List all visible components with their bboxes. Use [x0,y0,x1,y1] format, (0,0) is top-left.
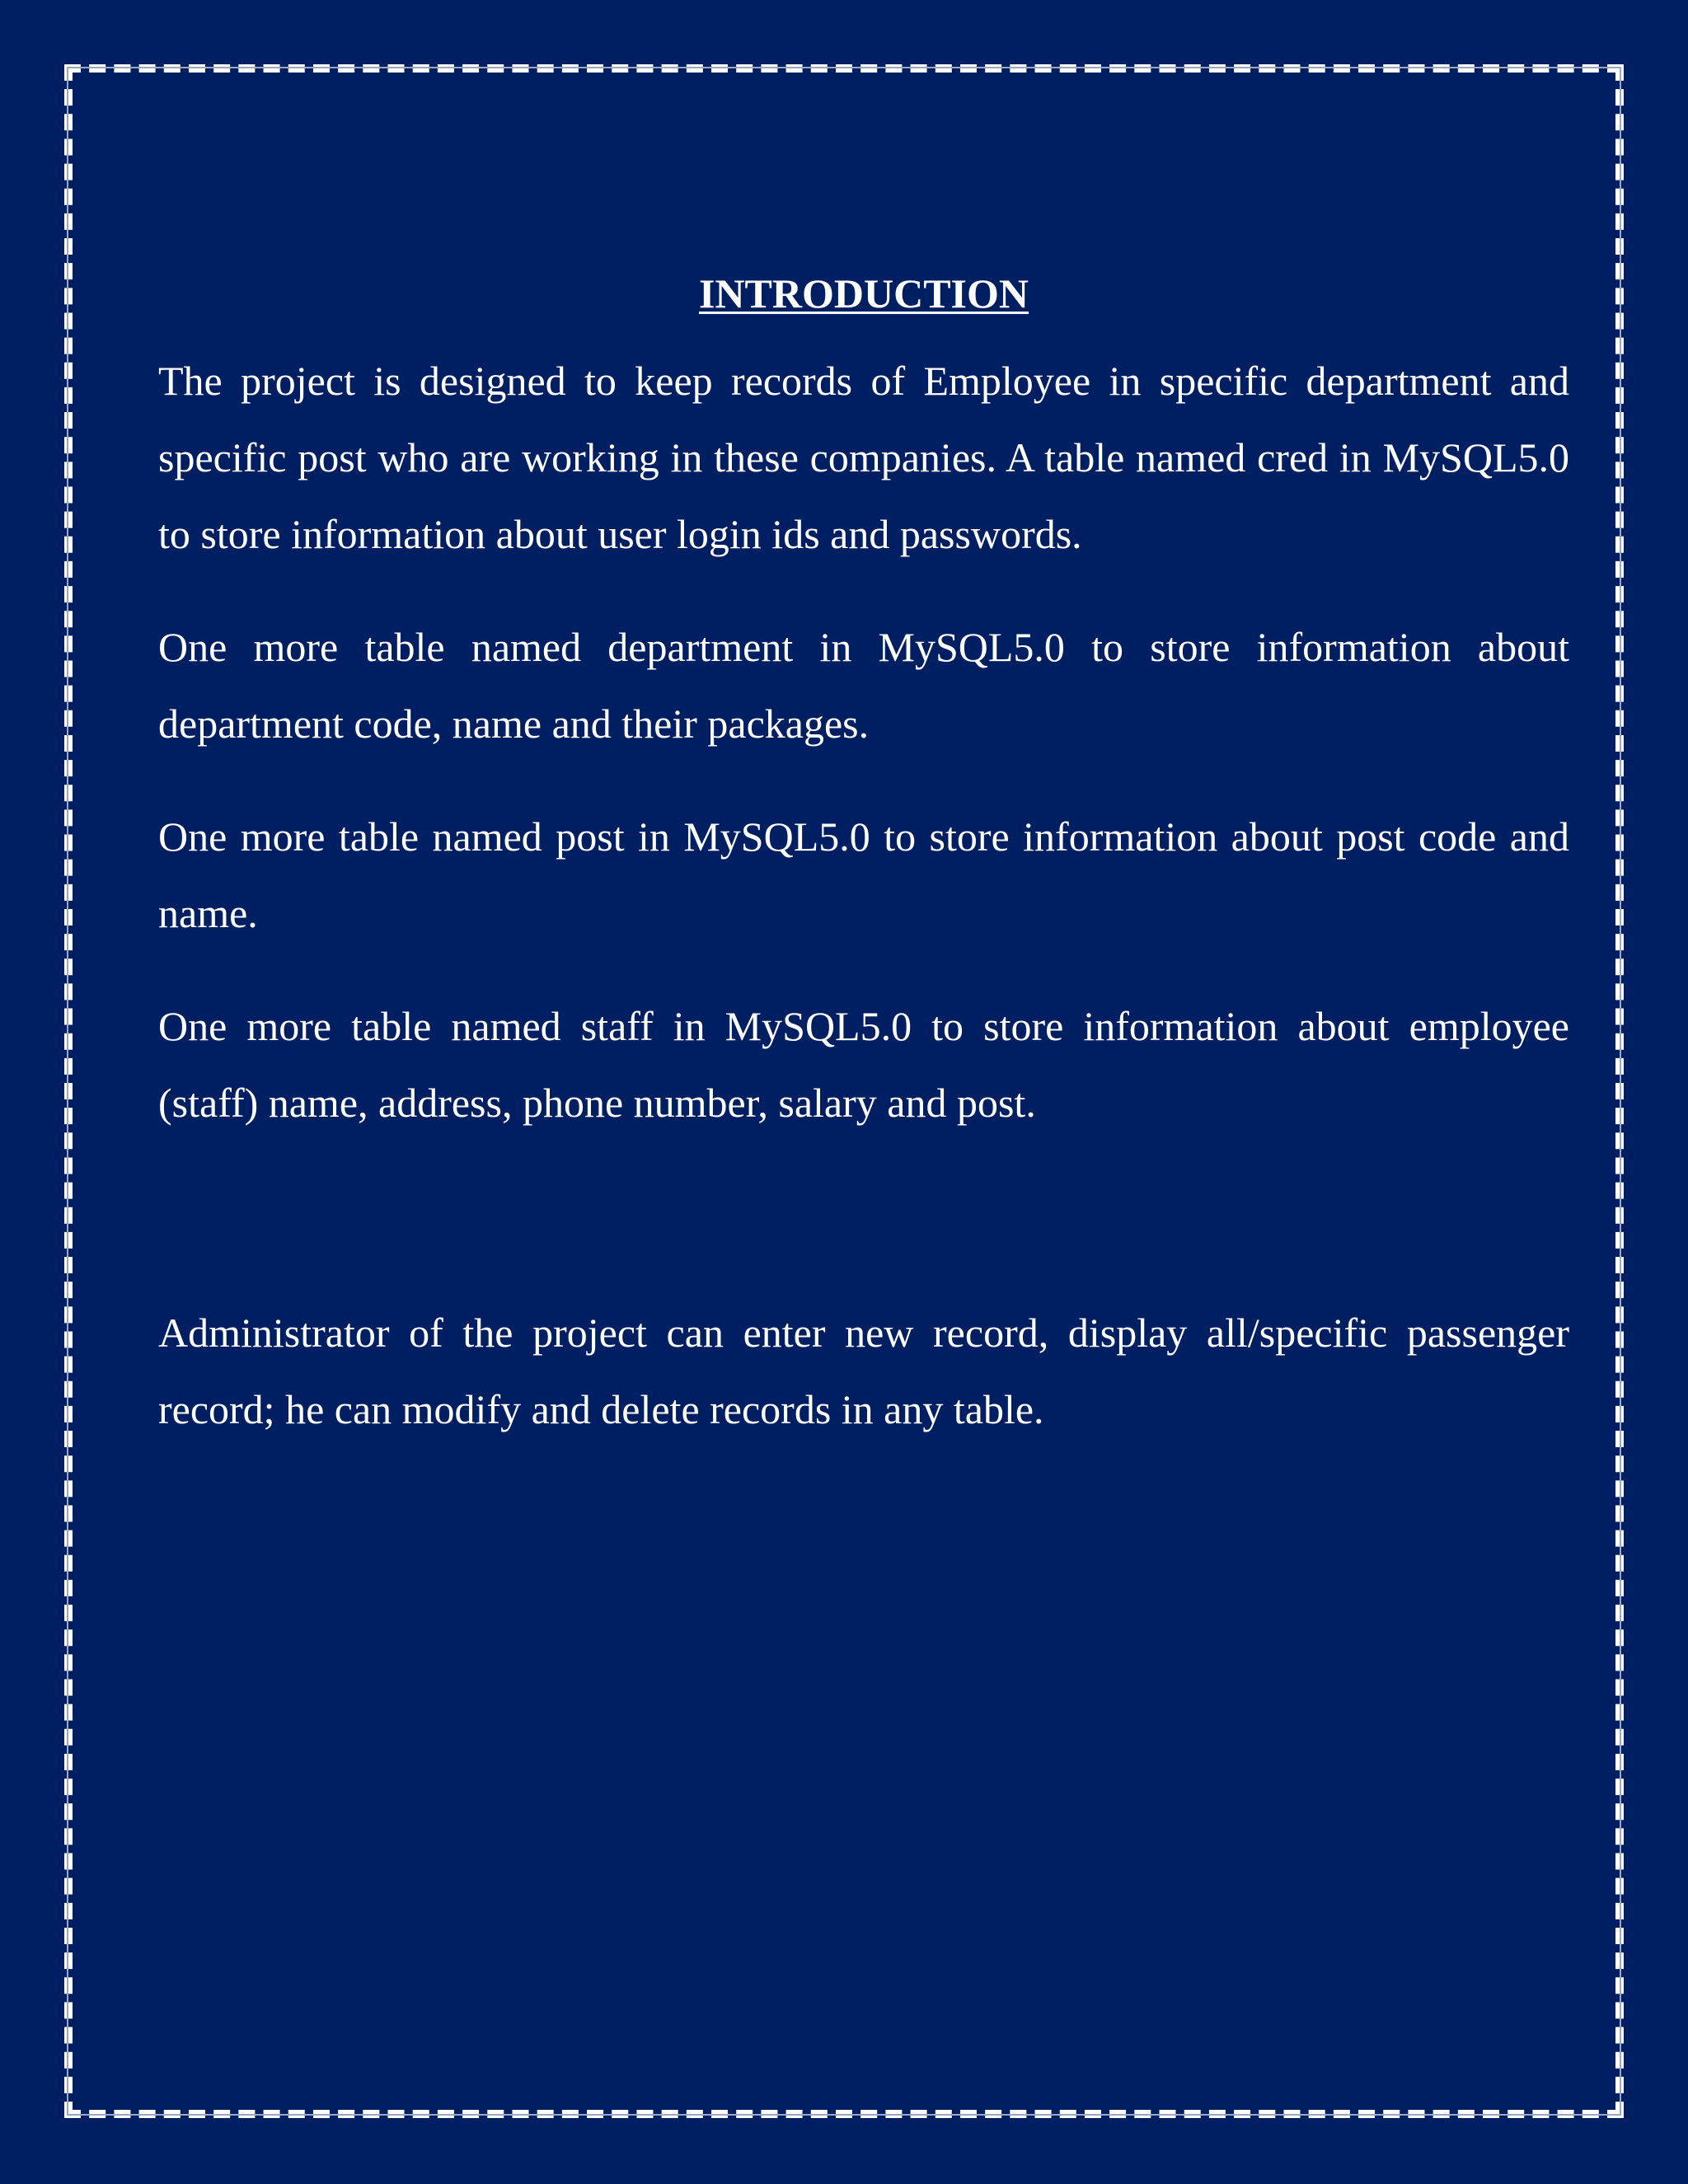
paragraph-post-table: One more table named post in MySQL5.0 to store information about post code and name. [158,813,1569,936]
page-title: INTRODUCTION [698,270,1029,316]
paragraph-project-overview: The project is designed to keep records of Employee in specific department and specific post who are working in these companies. A table named cred in MySQL5.0 to store information about user login ids and passwords. [158,358,1569,557]
paragraph-department-table: One more table named department in MySQL5.0 to store information about department code, name and their packages. [158,624,1569,747]
document-body [158,265,1569,1484]
paragraph-staff-table: One more table named staff in MySQL5.0 to store information about employee (staff) name, address, phone number, salary and post. [158,1003,1569,1126]
paragraph-administrator: Administrator of the project can enter new record, display all/specific passenger record; he can modify and delete records in any table. [158,1310,1569,1432]
